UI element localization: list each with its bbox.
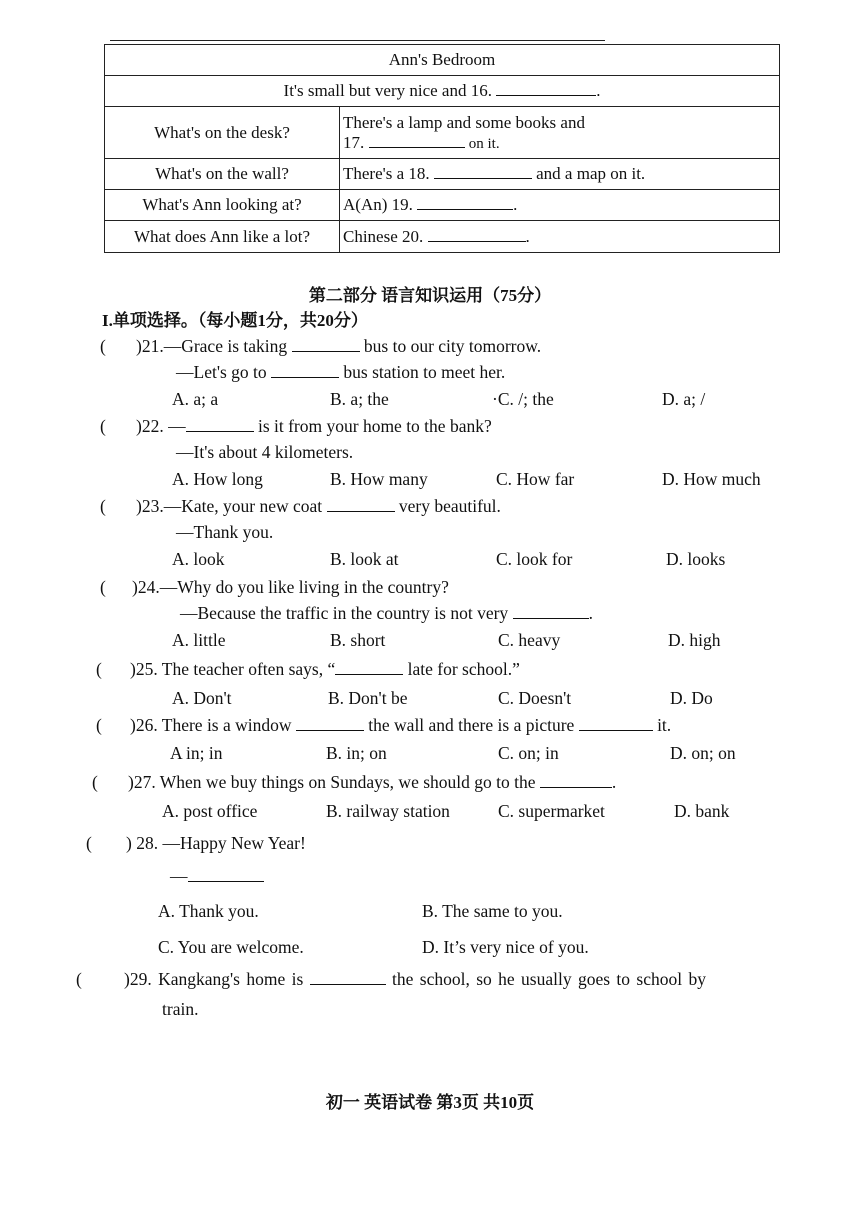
question-number: )24.: [132, 577, 160, 597]
question-25: [130, 659, 520, 680]
question-text: —Let's go to: [176, 362, 267, 382]
question-text: —Because the traffic in the country is not very: [180, 603, 509, 623]
answer-paren[interactable]: (: [92, 772, 98, 792]
question-number: )26.: [130, 715, 158, 735]
bedroom-table: [104, 44, 780, 253]
blank-number: 17.: [343, 132, 365, 152]
option-a[interactable]: A. post office: [162, 801, 258, 821]
table-row: [105, 107, 780, 159]
answer-cell: A(An) 19. .: [340, 190, 780, 221]
answer-text: There's a 18.: [343, 164, 430, 183]
option-c[interactable]: C. Doesn't: [498, 688, 572, 708]
option-b[interactable]: B. How many: [330, 469, 428, 489]
option-a[interactable]: A. Don't: [172, 688, 232, 708]
table-row: [105, 45, 780, 76]
question-text: late for school.”: [407, 659, 520, 679]
table-row: [105, 159, 780, 190]
question-cell: What's on the desk?: [105, 107, 340, 159]
answer-cell: Chinese 20. .: [340, 221, 780, 253]
top-rule: [110, 40, 605, 41]
question-number: )23.: [136, 496, 164, 516]
question-22: [136, 416, 492, 437]
question-number: )27.: [128, 772, 156, 792]
question-text: The teacher often says, “: [161, 659, 336, 679]
answer-paren[interactable]: (: [96, 659, 102, 679]
part-title: I.单项选择。（每小题1分，共20分）: [102, 311, 368, 330]
question-blank[interactable]: [335, 660, 403, 675]
answer-blank-19[interactable]: [417, 195, 513, 210]
question-text: it.: [657, 715, 672, 735]
question-cell: What does Ann like a lot?: [105, 221, 340, 253]
option-a[interactable]: A. a; a: [172, 389, 219, 409]
option-b[interactable]: B. in; on: [326, 743, 387, 763]
option-a[interactable]: A. little: [172, 630, 226, 650]
table-row: [105, 221, 780, 253]
question-23-line2: —Thank you.: [176, 522, 274, 542]
question-blank[interactable]: [310, 970, 386, 985]
answer-paren[interactable]: (: [86, 833, 92, 853]
question-number: )22.: [136, 416, 164, 436]
question-29-line2: train.: [162, 999, 199, 1019]
question-blank[interactable]: [540, 773, 612, 788]
answer-paren[interactable]: (: [76, 969, 82, 989]
answer-cell: [340, 107, 780, 159]
option-b[interactable]: B. The same to you.: [422, 901, 563, 921]
question-26: [130, 715, 671, 736]
table-title: Ann's Bedroom: [105, 45, 780, 76]
option-b[interactable]: B. a; the: [330, 389, 389, 409]
answer-line: [343, 133, 775, 153]
question-text: There is a window: [161, 715, 292, 735]
question-text: —: [168, 416, 186, 436]
section-title: 第二部分 语言知识运用（75分）: [308, 286, 552, 305]
question-text: —Happy New Year!: [162, 833, 306, 853]
option-b[interactable]: B. railway station: [326, 801, 450, 821]
question-28-line2: [170, 866, 264, 887]
option-a[interactable]: A in; in: [170, 743, 223, 763]
answer-paren[interactable]: (: [100, 577, 106, 597]
question-blank[interactable]: [513, 604, 589, 619]
option-b[interactable]: B. Don't be: [328, 688, 408, 708]
question-blank[interactable]: [292, 337, 360, 352]
answer-line: There's a lamp and some books and: [343, 112, 585, 132]
option-c[interactable]: C. on; in: [498, 743, 559, 763]
question-22-line2: —It's about 4 kilometers.: [176, 442, 354, 462]
option-d[interactable]: D. Do: [670, 688, 713, 708]
question-text: —Kate, your new coat: [163, 496, 323, 516]
option-d[interactable]: D. looks: [666, 549, 726, 569]
answer-blank-17[interactable]: [369, 133, 465, 148]
answer-tail: and a map on it.: [536, 164, 646, 183]
question-21: [136, 336, 541, 357]
table-row: [105, 76, 780, 107]
answer-text: Chinese 20.: [343, 226, 424, 246]
question-blank[interactable]: [327, 497, 395, 512]
answer-text: A(An) 19.: [343, 195, 413, 214]
answer-blank-20[interactable]: [428, 227, 526, 242]
question-29: [124, 969, 706, 990]
option-c[interactable]: ·C. /; the: [492, 389, 554, 409]
question-27: [128, 772, 616, 793]
question-number: )29.: [124, 969, 152, 989]
question-blank[interactable]: [579, 716, 653, 731]
question-23: [136, 496, 501, 517]
option-c[interactable]: C. How far: [496, 469, 575, 489]
question-text: —Why do you like living in the country?: [159, 577, 449, 597]
table-row: [105, 190, 780, 221]
option-d[interactable]: D. How much: [662, 469, 761, 489]
answer-paren[interactable]: (: [100, 416, 106, 436]
question-text: very beautiful.: [398, 496, 501, 516]
question-text: bus station to meet her.: [343, 362, 506, 382]
question-number: )21.: [136, 336, 164, 356]
answer-paren[interactable]: (: [100, 496, 106, 516]
question-24: [132, 577, 449, 598]
option-c[interactable]: C. You are welcome.: [158, 937, 304, 957]
option-b[interactable]: B. short: [330, 630, 386, 650]
question-cell: What's on the wall?: [105, 159, 340, 190]
question-text: —: [170, 866, 188, 886]
question-number: )25.: [130, 659, 158, 679]
answer-cell: [340, 159, 780, 190]
question-cell: What's Ann looking at?: [105, 190, 340, 221]
page-footer: 初一 英语试卷 第3页 共10页: [325, 1093, 535, 1112]
question-28: [126, 833, 306, 854]
option-d[interactable]: D. a; /: [662, 389, 706, 409]
question-blank[interactable]: [186, 417, 254, 432]
option-b[interactable]: B. look at: [330, 549, 399, 569]
answer-tail: on it.: [468, 135, 500, 152]
question-number: ) 28.: [126, 833, 159, 853]
table-cell: It's small but very nice and 16. .: [105, 76, 780, 107]
question-21-line2: [176, 362, 505, 383]
option-d[interactable]: D. on; on: [670, 743, 736, 763]
question-text: bus to our city tomorrow.: [363, 336, 542, 356]
option-a[interactable]: A. How long: [172, 469, 263, 489]
option-d[interactable]: D. It’s very nice of you.: [422, 937, 589, 957]
question-blank[interactable]: [188, 867, 264, 882]
answer-blank-16[interactable]: [496, 81, 596, 96]
question-text: —Grace is taking: [163, 336, 288, 356]
option-c[interactable]: C. heavy: [498, 630, 561, 650]
question-text: .: [611, 772, 617, 792]
answer-paren[interactable]: (: [96, 715, 102, 735]
question-blank[interactable]: [271, 363, 339, 378]
option-d[interactable]: D. high: [668, 630, 721, 650]
answer-paren[interactable]: (: [100, 336, 106, 356]
question-text: When we buy things on Sundays, we should go to the: [159, 772, 536, 792]
question-24-line2: [180, 603, 593, 624]
question-text: Kangkang's home is: [158, 969, 304, 989]
answer-blank-18[interactable]: [434, 164, 532, 179]
question-blank[interactable]: [296, 716, 364, 731]
question-text: the school, so he usually goes to school by: [392, 969, 706, 989]
question-text: the wall and there is a picture: [368, 715, 575, 735]
option-c[interactable]: C. look for: [496, 549, 573, 569]
option-a[interactable]: A. look: [172, 549, 225, 569]
question-text: is it from your home to the bank?: [257, 416, 492, 436]
option-d[interactable]: D. bank: [674, 801, 730, 821]
question-text: .: [588, 603, 593, 623]
option-a[interactable]: A. Thank you.: [158, 901, 259, 921]
option-c[interactable]: C. supermarket: [498, 801, 605, 821]
row-text: It's small but very nice and 16.: [283, 81, 492, 100]
